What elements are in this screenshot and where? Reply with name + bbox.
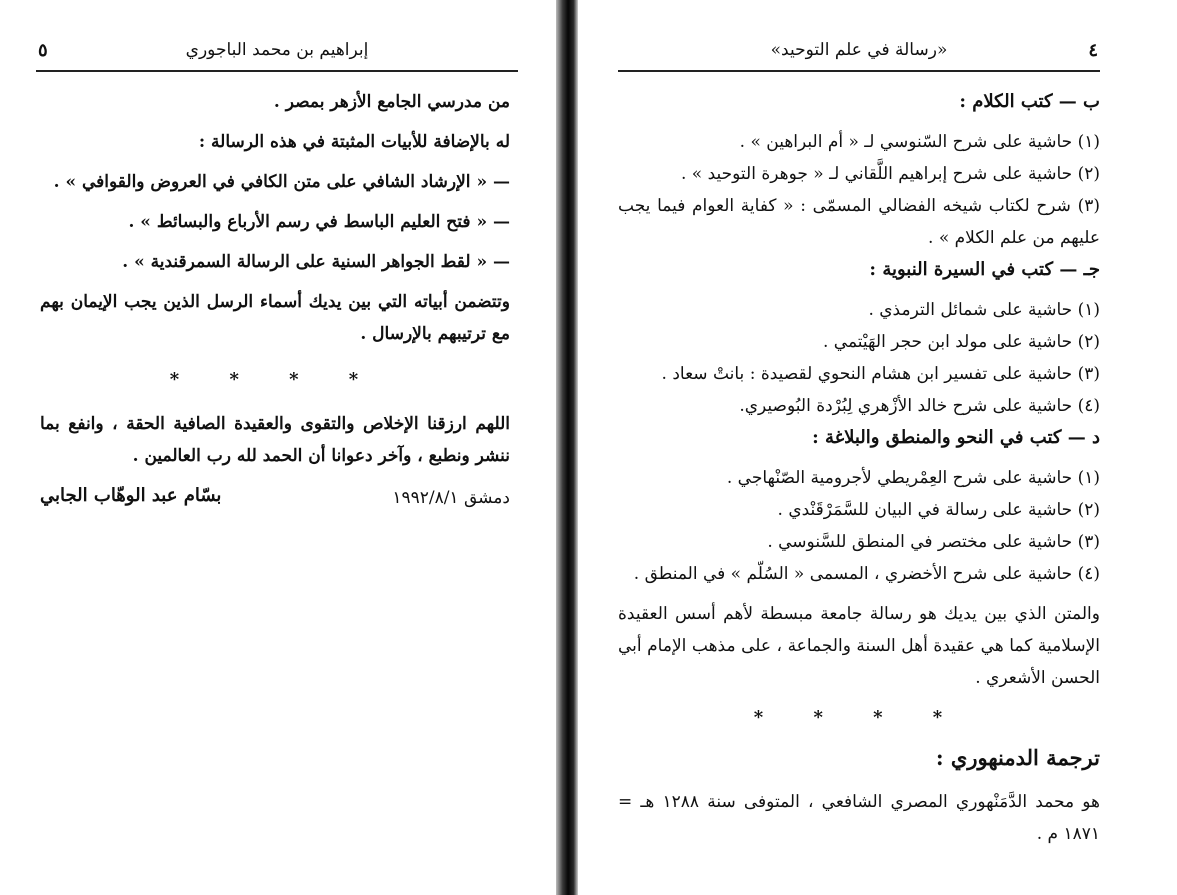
- right-page: [578, 0, 1177, 895]
- section-heading: ترجمة الدمنهوري :: [935, 745, 1100, 770]
- list-item: (٢) حاشية على مولد ابن حجر الهَيْتمي .: [822, 332, 1100, 352]
- date-place: دمشق ١٩٩٢/٨/١: [392, 488, 510, 508]
- paragraph: اللهم ارزقنا الإخلاص والتقوى والعقيدة الصافية الحقة ، وانفع بما ننشر ونطبع ، وآخر دعوانا أن الحمد لله رب العالمين .: [40, 414, 510, 466]
- list-item: (٤) حاشية على شرح خالد الأزْهري لِبُرْدة البُوصيري.: [739, 396, 1100, 416]
- left-page-number: ٥: [38, 40, 48, 61]
- list-item: (٣) شرح لكتاب شيخه الفضالي المسمّى : « كفاية العوام فيما يجب عليهم من علم الكلام » .: [618, 196, 1100, 248]
- section-separator: * * * *: [753, 707, 965, 728]
- book-gutter: [556, 0, 578, 895]
- section-heading: د — كتب في النحو والمنطق والبلاغة :: [812, 427, 1100, 448]
- section-heading: جـ — كتب في السيرة النبوية :: [869, 259, 1100, 280]
- paragraph: وتتضمن أبياته التي بين يديك أسماء الرسل الذين يجب الإيمان بهم مع ترتيبهم بالإرسال .: [40, 292, 510, 344]
- left-page-header: [36, 34, 518, 72]
- text-line: من مدرسي الجامع الأزهر بمصر .: [273, 92, 510, 112]
- right-page-number: ٤: [1088, 40, 1098, 61]
- list-item: — « لقط الجواهر السنية على الرسالة السمرقندية » .: [122, 252, 510, 272]
- list-item: (٢) حاشية على شرح إبراهيم اللَّقاني لـ « جوهرة التوحيد » .: [680, 164, 1100, 184]
- list-item: (٣) حاشية على تفسير ابن هشام النحوي لقصيدة : بانتْ سعاد .: [661, 364, 1100, 384]
- list-item: (١) حاشية على شرح العِمْريطي لأجرومية الصّنْهاجي .: [726, 468, 1100, 488]
- section-separator: * * * *: [169, 369, 381, 390]
- signature-row: [40, 480, 510, 516]
- right-page-header: [618, 34, 1100, 72]
- list-item: — « الإرشاد الشافي على متن الكافي في العروض والقوافي » .: [53, 172, 510, 192]
- paragraph: هو محمد الدَّمَنْهوري المصري الشافعي ، المتوفى سنة ١٢٨٨ هـ = ١٨٧١ م .: [618, 792, 1100, 844]
- paragraph: والمتن الذي بين يديك هو رسالة جامعة مبسطة لأهم أسس العقيدة الإسلامية كما هي عقيدة أهل السنة والجماعة ، على مذهب الإمام أبي الحسن الأشعري .: [618, 604, 1100, 688]
- right-page-body: [618, 86, 1100, 850]
- text-line: له بالإضافة للأبيات المثبتة في هذه الرسالة :: [198, 132, 510, 152]
- left-page-body: [40, 86, 510, 516]
- signer-name: بسّام عبد الوهّاب الجابي: [40, 485, 222, 506]
- list-item: — « فتح العليم الباسط في رسم الأرباع والبسائط » .: [128, 212, 510, 232]
- section-heading: ب — كتب الكلام :: [959, 91, 1100, 112]
- left-running-title: إبراهيم بن محمد الباجوري: [185, 40, 369, 60]
- right-running-title: «رسالة في علم التوحيد»: [770, 40, 948, 60]
- list-item: (٣) حاشية على مختصر في المنطق للسَّنوسي .: [767, 532, 1100, 552]
- list-item: (١) حاشية على شرح السّنوسي لـ « أم البراهين » .: [739, 132, 1100, 152]
- list-item: (٤) حاشية على شرح الأخضري ، المسمى « السُلّم » في المنطق .: [633, 564, 1100, 584]
- list-item: (١) حاشية على شمائل الترمذي .: [868, 300, 1100, 320]
- list-item: (٢) حاشية على رسالة في البيان للسَّمَرْقَنْدي .: [777, 500, 1100, 520]
- left-page: [0, 0, 560, 895]
